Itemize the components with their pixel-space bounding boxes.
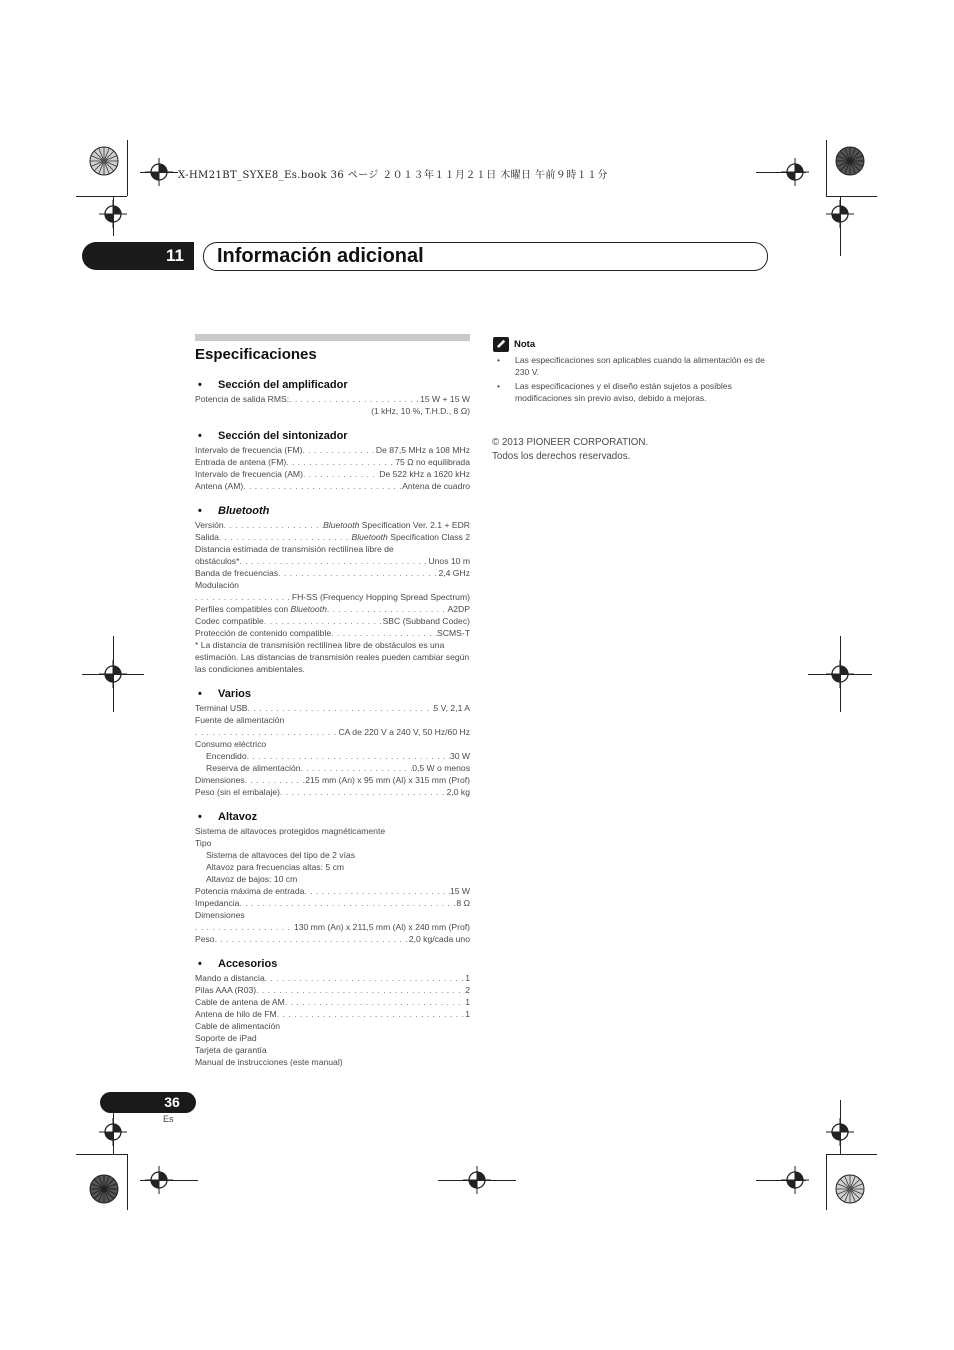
spec-row: Reserva de alimentación . . . 0,5 W o menos	[195, 762, 470, 774]
copyright-line: © 2013 PIONEER CORPORATION.	[492, 437, 649, 448]
crop-line	[826, 1154, 827, 1210]
crop-line	[826, 196, 877, 197]
registration-target-icon	[99, 1118, 127, 1146]
accessory-row: Manual de instrucciones (este manual)	[195, 1057, 343, 1067]
accessory-row: Cable de antena de AM . . . 1	[195, 996, 470, 1008]
star-target-icon	[89, 146, 119, 176]
specifications-column	[195, 334, 470, 1068]
spec-row: Antena (AM) . . . Antena de cuadro	[195, 480, 470, 492]
spec-row: Versión . . . Bluetooth Specification Ver. 2.1 + EDR	[195, 519, 470, 531]
section-title: Especificaciones	[195, 346, 317, 363]
spec-row: Perfiles compatibles con Bluetooth . . . A2DP	[195, 603, 470, 615]
spec-row-label: Altavoz para frecuencias altas: 5 cm	[206, 862, 345, 872]
note-item: • Las especificaciones son aplicables cuando la alimentación es de 230 V.	[497, 355, 765, 377]
registration-target-icon	[826, 1118, 854, 1146]
spec-row: Terminal USB . . . 5 V, 2,1 A	[195, 702, 470, 714]
note-list	[497, 354, 769, 406]
print-job-header: X-HM21BT_SYXE8_Es.book 36 ページ ２０１３年１１月２１日 木曜日 午前９時１１分	[178, 170, 608, 181]
crop-line	[76, 196, 127, 197]
registration-target-icon	[826, 660, 854, 688]
spec-row: Protección de contenido compatible . . . SCMS-T	[195, 627, 470, 639]
spec-row: Impedancia . . . 8 Ω	[195, 897, 470, 909]
registration-target-icon	[99, 200, 127, 228]
star-target-icon	[835, 146, 865, 176]
accessory-row: Pilas AAA (R03) . . . 2	[195, 984, 470, 996]
star-target-icon	[835, 1174, 865, 1204]
note-header	[493, 336, 535, 352]
rights-line: Todos los derechos reservados.	[492, 451, 631, 462]
registration-target-icon	[99, 660, 127, 688]
spec-row: Peso . . . 2,0 kg/cada uno	[195, 933, 470, 945]
spec-row-label: Dimensiones	[195, 910, 245, 920]
registration-target-icon	[145, 1166, 173, 1194]
page-language: Es	[163, 1114, 174, 1124]
subsection-misc: • Varios	[198, 688, 252, 700]
subsection-tuner: • Sección del sintonizador	[198, 430, 348, 442]
spec-row-label: Tipo	[195, 838, 212, 848]
spec-row-condition: (1 kHz, 10 %, T.H.D., 8 Ω)	[371, 406, 470, 416]
copyright	[492, 436, 648, 464]
spec-row: Encendido . . . 30 W	[195, 750, 470, 762]
spec-row: Entrada de antena (FM) . . . 75 Ω no equilibrada	[195, 456, 470, 468]
spec-row-label: Fuente de alimentación	[195, 715, 285, 725]
crop-line	[127, 140, 128, 196]
spec-row: obstáculos* . . . Unos 10 m	[195, 555, 470, 567]
crop-line	[76, 1154, 127, 1155]
accessory-row: Soporte de iPad	[195, 1033, 257, 1043]
subsection-speaker: • Altavoz	[198, 811, 258, 823]
spec-row: . . . FH-SS (Frequency Hopping Spread Spectrum)	[195, 591, 470, 603]
chapter-number: 11	[166, 246, 184, 265]
spec-row: Peso (sin el embalaje) . . . 2,0 kg	[195, 786, 470, 798]
chapter-title: Información adicional	[217, 245, 424, 267]
spec-row-label: Consumo eléctrico	[195, 739, 267, 749]
section-rule	[195, 334, 470, 341]
note-label: Nota	[514, 338, 536, 350]
spec-row: Banda de frecuencias . . . 2,4 GHz	[195, 567, 470, 579]
subsection-accessories: • Accesorios	[198, 958, 278, 970]
subsection-bluetooth: • Bluetooth	[198, 505, 270, 517]
registration-target-icon	[781, 158, 809, 186]
spec-row-label: Sistema de altavoces protegidos magnéticamente	[195, 826, 386, 836]
accessory-row: Cable de alimentación	[195, 1021, 281, 1031]
spec-row: Dimensiones . . . 215 mm (An) x 95 mm (Al) x 315 mm (Prof)	[195, 774, 470, 786]
subsection-amplifier: • Sección del amplificador	[198, 379, 348, 391]
spec-row: Intervalo de frecuencia (AM) . . . De 522 kHz a 1620 kHz	[195, 468, 470, 480]
registration-target-icon	[145, 158, 173, 186]
spec-row-label: Distancia estimada de transmisión rectilínea libre de	[195, 544, 394, 554]
spec-row: Salida . . . Bluetooth Specification Class 2	[195, 531, 470, 543]
spec-row: Codec compatible . . . SBC (Subband Codec)	[195, 615, 470, 627]
accessory-row: Mando a distancia . . . 1	[195, 972, 470, 984]
footnote: * La distancia de transmisión rectilínea libre de obstáculos es una estimación. Las distancias de transmisión reales pueden cambiar según las condiciones ambientales.	[195, 640, 470, 674]
spec-row: . . . 130 mm (An) x 211,5 mm (Al) x 240 mm (Prof)	[195, 921, 470, 933]
spec-row: Intervalo de frecuencia (FM) . . . De 87,5 MHz a 108 MHz	[195, 444, 470, 456]
crop-line	[127, 1154, 128, 1210]
spec-row: Potencia de salida RMS: . . . 15 W + 15 W	[195, 393, 470, 405]
star-target-icon	[89, 1174, 119, 1204]
accessory-row: Tarjeta de garantía	[195, 1045, 267, 1055]
registration-target-icon	[781, 1166, 809, 1194]
note-icon	[493, 337, 509, 352]
spec-row-label: Modulación	[195, 580, 239, 590]
crop-line	[826, 140, 827, 196]
spec-row-label: Altavoz de bajos: 10 cm	[206, 874, 298, 884]
registration-target-icon	[463, 1166, 491, 1194]
spec-row: Potencia máxima de entrada . . . 15 W	[195, 885, 470, 897]
spec-row-label: Sistema de altavoces del tipo de 2 vías	[206, 850, 356, 860]
crop-line	[826, 1154, 877, 1155]
note-item: • Las especificaciones y el diseño están sujetos a posibles modificaciones sin previo aviso, debido a mejoras.	[497, 381, 732, 403]
accessory-row: Antena de hilo de FM . . . 1	[195, 1008, 470, 1020]
spec-row: . . . CA de 220 V a 240 V, 50 Hz/60 Hz	[195, 726, 470, 738]
page-number: 36	[164, 1094, 180, 1110]
registration-target-icon	[826, 200, 854, 228]
